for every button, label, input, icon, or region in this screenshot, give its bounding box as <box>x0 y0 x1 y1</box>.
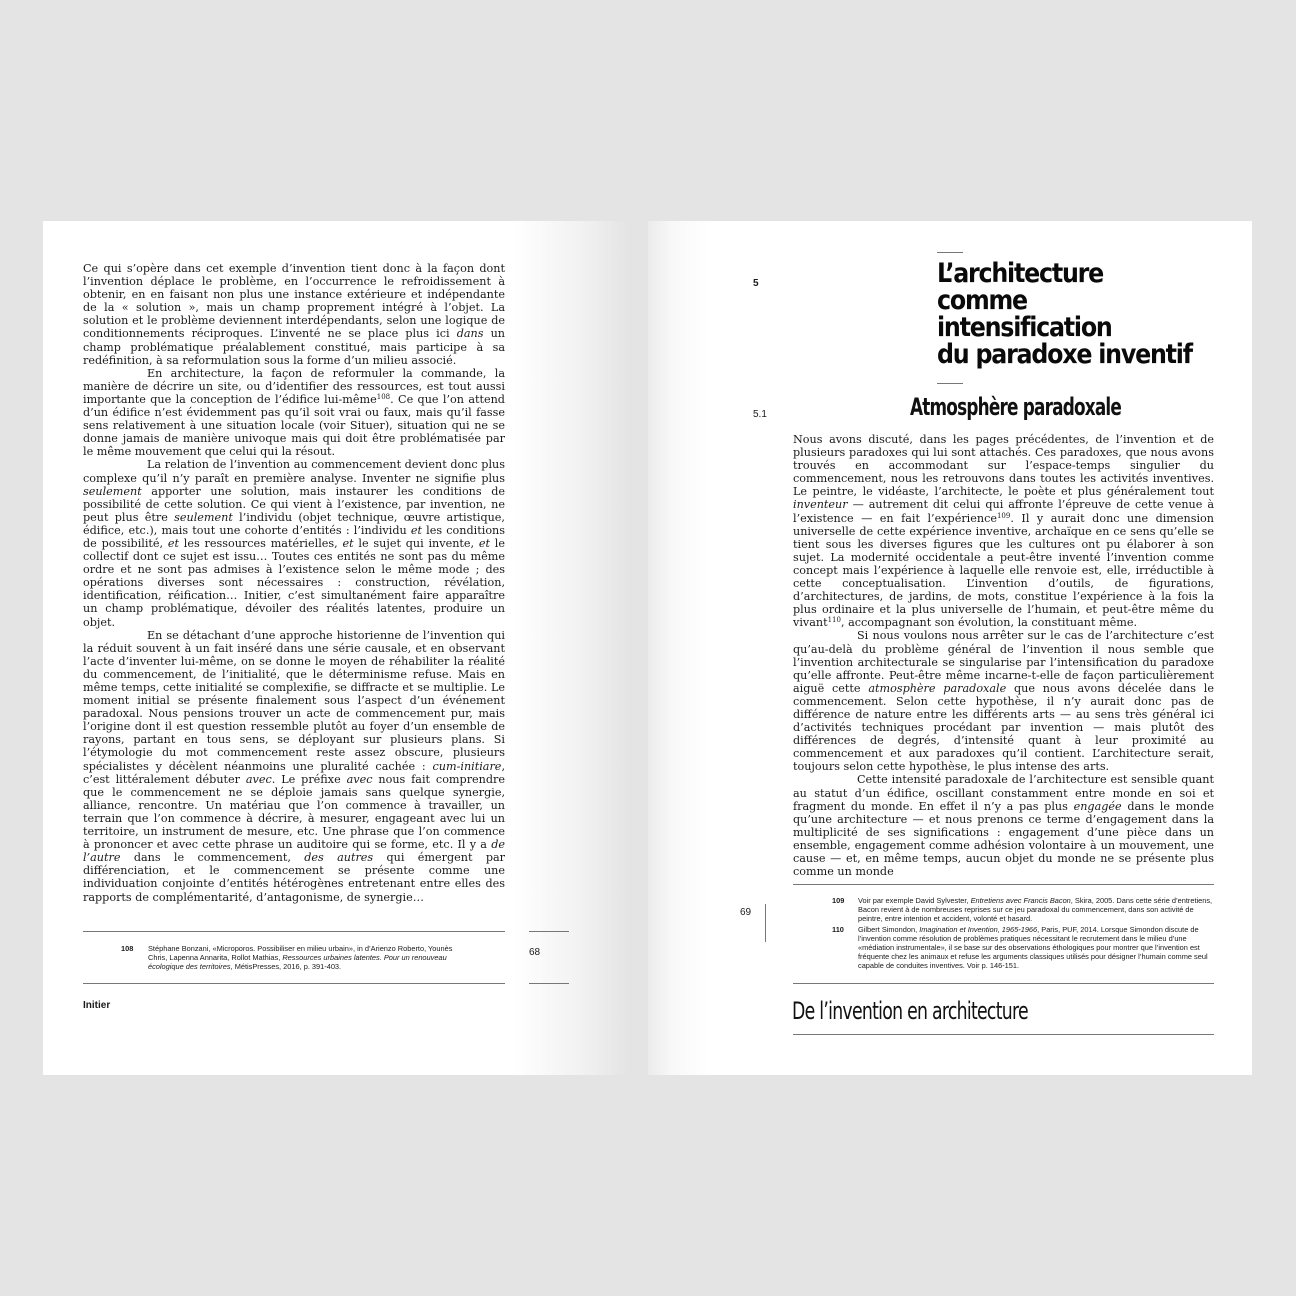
page-number: 68 <box>529 947 541 958</box>
footnote-ref: 110 <box>827 616 841 625</box>
footnote-number: 108 <box>121 944 134 953</box>
footnote-text <box>858 896 1212 923</box>
footnote-109 <box>832 896 1213 923</box>
chapter-title-line: intensification <box>937 312 1112 343</box>
right-page <box>648 221 1252 1075</box>
text-run: dans le commencement, <box>120 851 305 865</box>
left-body-text <box>83 262 505 904</box>
text-run: qui émergent par différenciation, et le commencement se présente comme une individuation conjointe d’entités hétérogènes entretenant entre elles des rapports de complémentarité, d’antagonisme, de synergie… <box>83 851 505 904</box>
footnote-ref: 109 <box>996 511 1011 520</box>
text-run: que nous avons décelée dans le commencement. Selon cette hypothèse, il n’y aurait donc pas de différence de nature entre les différents arts — au sens très général ici d’activités techniques procédant par invention — mais plutôt des différences de degrés, d’intensité quant à leur proximité au commencement et aux paradoxes qu’il contient. L’architecture serait, toujours selon cette hypothèse, le plus intense des arts. <box>793 681 1214 774</box>
footnote-rule <box>793 884 1214 885</box>
page-number-rule <box>529 931 569 932</box>
text-run: En se détachant d’une approche historienne de l’invention qui la réduit souvent à un fait inséré dans une série causale, et en observant l’acte d’inventer lui-même, on se donne le moyen de réhabiliter la réalité du commencement, de l’initialité, que le déterminisme refuse. Mais en même temps, cette initialité se complexifie, se diffracte et se multiplie. Le moment initial se présente finalement sous l’aspect d’un événement paradoxal. Nous pensions trouver un acte de commencement pur, mais l’origine dont il est question ressemble plutôt au foyer d’un ensemble de rayons, partant en tous sens, se déployant sur plusieurs plans. Si l’étymologie du mot commencement reste assez obscure, plusieurs spécialistes y décèlent néanmoins une pluralité cachée : <box>83 628 505 773</box>
text-run: . Le préfixe <box>271 772 347 786</box>
italic-text: et <box>410 523 422 537</box>
chapter-title <box>937 260 1201 368</box>
footnote-110 <box>832 925 1213 970</box>
text-run: En architecture, la façon de reformuler la commande, la manière de décrire un site, ou d’identifier des ressources, est tout aussi importante que la conception de l’édifice lui-même <box>83 366 505 406</box>
paragraph <box>83 367 505 459</box>
running-head-rule-short <box>529 983 569 984</box>
chapter-number: 5 <box>753 278 759 289</box>
text-run: Cette intensité paradoxale de l’architecture est sensible quant au statut d’un édifice, oscillant constamment entre monde en soi et fragment du monde. En effet il n’y a pas plus <box>793 773 1214 813</box>
italic-text: de l’autre <box>83 838 505 865</box>
text-run: — autrement dit celui qui affronte l’épreuve de cette venue à l’existence — en fait l’expérience <box>793 498 1214 525</box>
footnote-rule <box>83 931 505 932</box>
footnote-number: 110 <box>832 925 844 934</box>
italic-text: Entretiens avec Francis Bacon <box>970 896 1071 905</box>
paragraph <box>83 262 505 367</box>
italic-text: Imagination et Invention, 1965-1966 <box>919 925 1038 934</box>
chapter-title-line: du paradoxe inventif <box>937 339 1192 370</box>
footnote-108 <box>121 944 473 971</box>
italic-text: atmosphère paradoxale <box>868 681 1007 695</box>
italic-text: Ressources urbaines latentes. Pour un renouveau écologique des territoires, <box>148 953 447 971</box>
text-run: l’individu (objet technique, œuvre artistique, édifice, etc.), mais tout une cohorte d’entités : l’individu <box>83 510 505 537</box>
italic-text: engagée <box>1073 799 1122 813</box>
text-run: le sujet qui invente, <box>353 536 479 550</box>
italic-text: cum-initiare <box>432 759 502 773</box>
paragraph <box>793 629 1214 773</box>
italic-text: avec <box>245 772 272 786</box>
italic-text: avec <box>346 772 373 786</box>
text-run: nous fait comprendre que le commencement ne se déploie jamais sans quelque synergie, alliance, rencontre. Un matériau que l’on commence à travailler, un terrain que l’on commence à décrire, à mesurer, engageant avec lui un territoire, un instrument de mesure, etc. Une phrase que l’on commence à prononcer et avec cette phrase un auditoire qui se forme, etc. Il y a <box>83 772 505 852</box>
section-title: Atmosphère paradoxale <box>910 393 1122 421</box>
paragraph <box>793 433 1214 629</box>
paragraph <box>83 458 505 628</box>
footnote-text <box>148 944 452 971</box>
italic-text: des autres <box>304 851 374 865</box>
text-run: , Paris, PUF, 2014. Lorsque Simondon discute de l’invention comme résolution de problèmes pratiques nécessitant le recrutement dans le milieu d’une «médiation instrumentale», il se base sur des observations éthologiques pour montrer que l’invention est fréquente chez les animaux et refuse les arguments classiques utilisés pour désigner l’humain comme seul capable de conduites inventives. Voir p. 146-151. <box>858 925 1208 970</box>
text-run: , Skira, 2005. Dans cette série d’entretiens, Bacon revient à de nombreuses reprises sur ce jeu paradoxal du commencement, dans son activité de peintre, entre intention et accident, volonté et hasard. <box>858 896 1213 923</box>
text-run: les ressources matérielles, <box>179 536 343 550</box>
text-run: les conditions de possibilité, <box>83 523 505 550</box>
text-run: dans le monde qu’une architecture — et nous prenons ce terme d’engagement dans la multiplicité de ses significations : engagement d’une pièce dans un ensemble, engagement comme adhésion volontaire à un mouvement, une cause — et, en même temps, aucun objet du monde ne se présente plus comme un monde <box>793 799 1214 879</box>
paragraph <box>793 773 1214 878</box>
running-head-bottom-rule <box>793 1034 1214 1035</box>
text-run: . Ce que l’on attend d’un édifice n’est évidemment pas qu’il soit vrai ou faux, mais qu’il fasse sens relativement à une situation locale (voir Situer), situation qui ne se donne jamais de manière univoque mais qui doit être problématisée par le même mouvement que celui qui la résout. <box>83 392 505 459</box>
running-head: De l’invention en architecture <box>792 997 1028 1025</box>
footnote-number: 109 <box>832 896 845 905</box>
italic-text: inventeur <box>793 498 848 512</box>
italic-text: dans <box>456 327 484 341</box>
chapter-top-rule <box>937 252 963 253</box>
italic-text: et <box>342 536 354 550</box>
text-run: . Il y aurait donc une dimension universelle de cette expérience inventive, archaïque en ce sens qu’elle se tient sous les diverses figures que les cultures ont pu élaborer à son sujet. La modernité occidentale a peut-être inventé l’invention comme concept mais l’expérience à laquelle elle renvoie est, elle, irréductible à cette conceptualisation. L’invention d’outils, de figurations, d’architectures, de jardins, de mots, constitue l’expérience à la fois la plus ordinaire et la plus universelle de l’humain, et peut-être même du vivant <box>793 511 1214 630</box>
right-body-text <box>793 433 1214 878</box>
section-top-rule <box>937 383 963 384</box>
text-run: apporter une solution, mais instaurer les conditions de possibilité de cette solution. Ce qui vient à l’existence, par invention, ne peut plus être <box>83 484 505 524</box>
text-run: Nous avons discuté, dans les pages précédentes, de l’invention et de plusieurs paradoxes qui lui sont attachés. Ces paradoxes, que nous avons trouvés en accommodant sur l’espace-temps singulier du commencement, nous les retrouvons dans toutes les activités inventives. Le peintre, le vidéaste, l’architecte, le poète et plus généralement tout <box>793 433 1214 499</box>
left-page <box>43 221 631 1075</box>
text-run: , accompagnant son évolution, la constituant même. <box>840 616 1138 630</box>
running-head: Initier <box>83 1000 111 1011</box>
page-number-vrule <box>765 904 766 942</box>
text-run: Gilbert Simondon, <box>858 925 920 934</box>
running-head-rule <box>793 983 1214 984</box>
italic-text: et <box>167 536 180 550</box>
text-run: Stéphane Bonzani, «Microporos. Possibiliser en milieu urbain», in d’Arienzo Roberto, Younès Chris, Lapenna Annarita, Rollot Mathias, <box>148 944 453 962</box>
italic-text: et <box>478 536 490 550</box>
text-run: La relation de l’invention au commencement devient donc plus complexe qu’il n’y paraît en première analyse. Inventer ne signifie plus <box>83 458 505 485</box>
text-run: Ce qui s’opère dans cet exemple d’invention tient donc à la façon dont l’invention déplace le problème, en l’occurrence le refroidissement à obtenir, en en faisant non plus une instance extérieure et indépendante de la « solution », mais un champ proprement intégré à l’objet. La solution et le problème deviennent interdépendants, selon une logique de conditionnements réciproques. L’inventé ne se place plus ici <box>83 262 505 341</box>
section-number: 5.1 <box>753 409 767 420</box>
chapter-title-line: comme <box>937 285 1027 316</box>
chapter-title-line: L’architecture <box>937 258 1104 289</box>
text-run: le collectif dont ce sujet est issu… Toutes ces entités ne sont pas du même ordre et ne sont pas admises à l’existence selon le même mode ; des opérations diverses sont nécessaires : construction, révélation, identification, réification… Initier, c’est simultanément faire apparaître un champ problématique, dévoiler des réalités latentes, produire un objet. <box>83 536 505 629</box>
italic-text: seulement <box>83 484 142 498</box>
paragraph <box>83 629 505 904</box>
page-number: 69 <box>740 907 752 918</box>
running-head-rule <box>83 983 505 984</box>
italic-text: seulement <box>174 510 233 524</box>
text-run: , c’est littéralement débuter <box>83 759 505 786</box>
text-run: Si nous voulons nous arrêter sur le cas de l’architecture c’est qu’au-delà du problème général de l’invention il nous semble que l’invention architecturale se singularise par l’intensification du paradoxe qu’elle affronte. Peut-être même incarne-t-elle de façon particulièrement aiguë cette <box>793 629 1214 695</box>
text-run: MétisPresses, 2016, p. 391-403. <box>232 962 342 971</box>
footnote-ref: 108 <box>376 392 391 401</box>
footnote-text <box>858 925 1208 970</box>
text-run: Voir par exemple David Sylvester, <box>858 896 971 905</box>
text-run: un champ problématique préalablement constitué, mais participe à sa redéfinition, à sa reformulation sous la forme d’un milieu associé. <box>83 327 505 367</box>
